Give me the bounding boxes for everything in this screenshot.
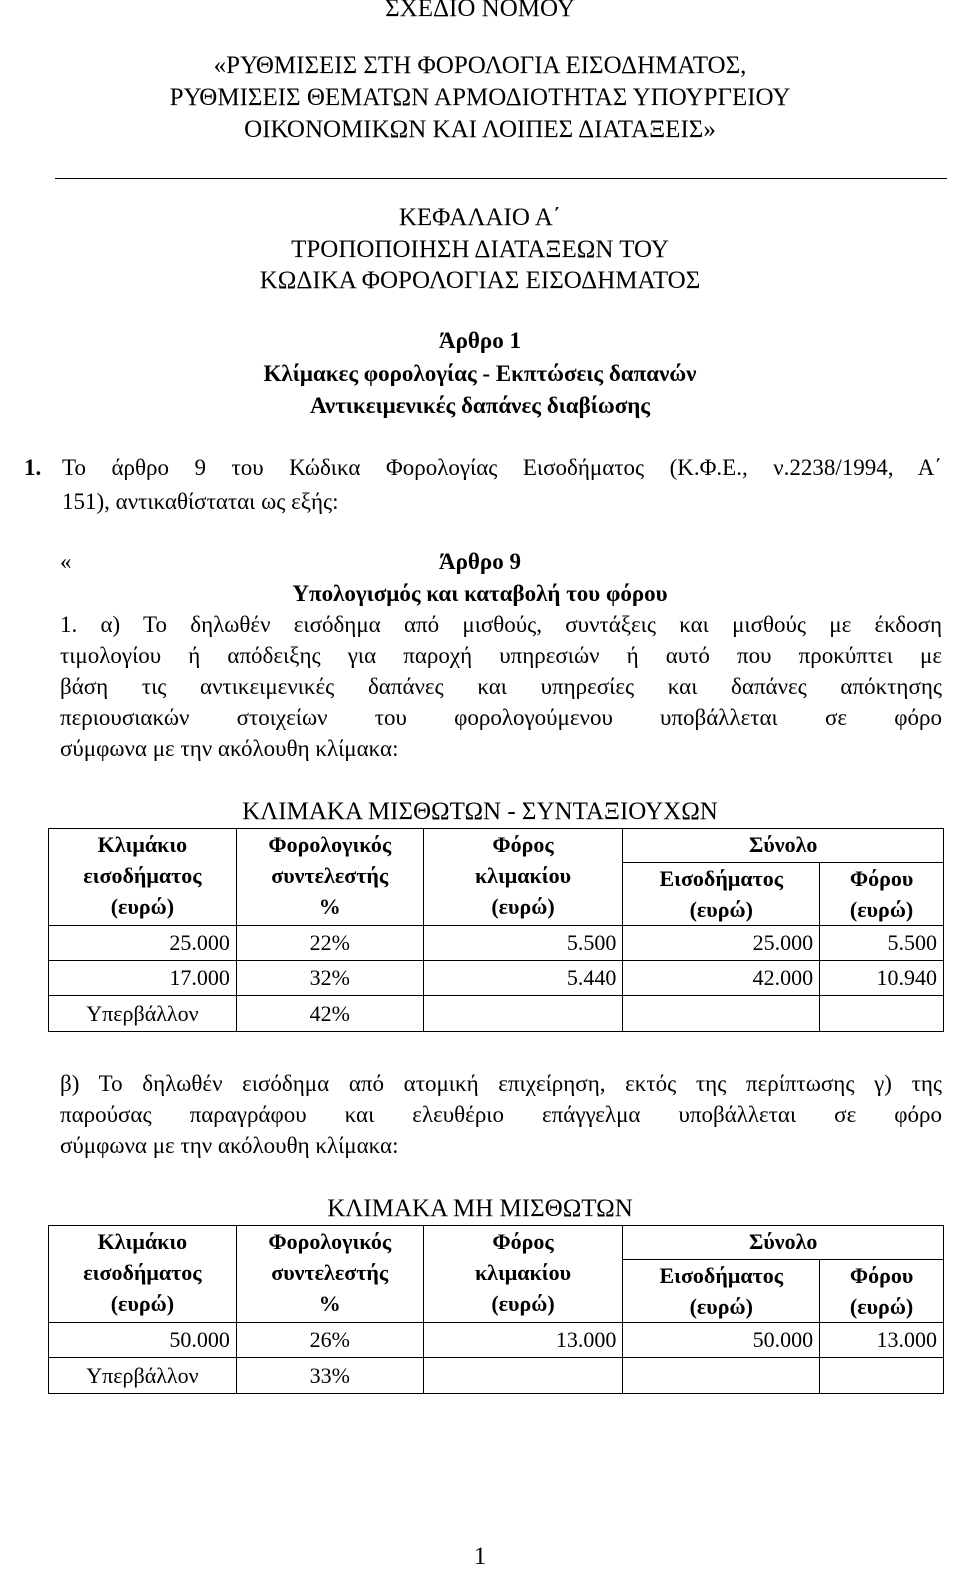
table-2-header-tax-total: Φόρου (ευρώ) (820, 1260, 944, 1323)
table-1-header-total-group: Σύνολο (623, 829, 944, 863)
table-row (49, 961, 944, 996)
cell-tax-total (820, 996, 944, 1032)
cell-tax: 5.440 (423, 961, 623, 996)
cell-tax (423, 996, 623, 1032)
table-2-title: ΚΛΙΜΑΚΑ ΜΗ ΜΙΣΘΩΤΩΝ (327, 1195, 633, 1222)
paragraph-a-line: 1. α) Το δηλωθέν εισόδημα από μισθούς, συντάξεις και μισθούς με έκδοση (60, 612, 942, 637)
para-1-line-2: 151), αντικαθίσταται ως εξής: (62, 489, 339, 514)
cell-bracket: 50.000 (49, 1323, 237, 1358)
cell-tax: 13.000 (423, 1323, 623, 1358)
article-9-title: Άρθρο 9 (439, 549, 521, 574)
table-1-header-bracket: Κλιμάκιο εισοδήματος (ευρώ) (49, 829, 237, 926)
table-1 (48, 828, 944, 1032)
table-1-title: ΚΛΙΜΑΚΑ ΜΙΣΘΩΤΩΝ - ΣΥΝΤΑΞΙΟΥΧΩΝ (242, 798, 718, 825)
table-2 (48, 1225, 944, 1394)
article-1-subtitle-1: Κλίμακες φορολογίας - Εκπτώσεις δαπανών (263, 361, 697, 386)
paragraph-b-line: παρούσας παραγράφου και ελευθέριο επάγγελμα υποβάλλεται σε φόρο (60, 1102, 942, 1127)
cell-income-total: 42.000 (623, 961, 820, 996)
title-line-2: ΡΥΘΜΙΣΕΙΣ ΘΕΜΑΤΩΝ ΑΡΜΟΔΙΟΤΗΤΑΣ ΥΠΟΥΡΓΕΙΟΥ (169, 84, 791, 111)
article-1-title: Άρθρο 1 (439, 328, 521, 353)
cell-income-total (623, 1358, 820, 1394)
chapter-line-2: ΤΡΟΠΟΠΟΙΗΣΗ ΔΙΑΤΑΞΕΩΝ ΤΟΥ (291, 236, 669, 263)
table-1-header-tax-total: Φόρου (ευρώ) (820, 863, 944, 926)
cell-rate: 32% (236, 961, 423, 996)
cell-income-total (623, 996, 820, 1032)
cell-tax-total: 5.500 (820, 926, 944, 961)
cell-tax-total: 13.000 (820, 1323, 944, 1358)
table-row (49, 926, 944, 961)
table-2-header-bracket: Κλιμάκιο εισοδήματος (ευρώ) (49, 1226, 237, 1323)
quote-open: « (60, 549, 72, 574)
cell-rate: 22% (236, 926, 423, 961)
title-line-1: «ΡΥΘΜΙΣΕΙΣ ΣΤΗ ΦΟΡΟΛΟΓΙΑ ΕΙΣΟΔΗΜΑΤΟΣ, (213, 52, 747, 79)
cell-bracket: 25.000 (49, 926, 237, 961)
cell-rate: 42% (236, 996, 423, 1032)
cell-rate: 26% (236, 1323, 423, 1358)
paragraph-b-line: σύμφωνα με την ακόλουθη κλίμακα: (60, 1133, 399, 1158)
draft-label: ΣΧΕΔΙΟ ΝΟΜΟΥ (385, 0, 575, 22)
cell-tax (423, 1358, 623, 1394)
paragraph-a-line: βάση τις αντικειμενικές δαπάνες και υπηρεσίες και δαπάνες απόκτησης (60, 674, 942, 699)
cell-rate: 33% (236, 1358, 423, 1394)
cell-tax-total: 10.940 (820, 961, 944, 996)
table-1-header-tax: Φόρος κλιμακίου (ευρώ) (423, 829, 623, 926)
chapter-line-3: ΚΩΔΙΚΑ ΦΟΡΟΛΟΓΙΑΣ ΕΙΣΟΔΗΜΑΤΟΣ (259, 267, 701, 294)
paragraph-b (60, 1068, 942, 1161)
paragraph-a-line: τιμολογίου ή απόδειξης για παροχή υπηρεσιών ή αυτό που προκύπτει με (60, 643, 942, 668)
table-row (49, 996, 944, 1032)
cell-tax-total (820, 1358, 944, 1394)
para-1-number: 1. (24, 455, 42, 480)
paragraph-a-line: σύμφωνα με την ακόλουθη κλίμακα: (60, 736, 399, 761)
page-number: 1 (473, 1543, 487, 1570)
article-1-subtitle-2: Αντικειμενικές δαπάνες διαβίωσης (310, 393, 650, 418)
chapter-line-1: ΚΕΦΑΛΑΙΟ Α΄ (398, 204, 562, 231)
table-1-header-income-total: Εισοδήματος (ευρώ) (623, 863, 820, 926)
cell-income-total: 50.000 (623, 1323, 820, 1358)
table-2-header-rate: Φορολογικός συντελεστής % (236, 1226, 423, 1323)
table-1-header-rate: Φορολογικός συντελεστής % (236, 829, 423, 926)
paragraph-a (60, 609, 942, 764)
para-1-line-1: Το άρθρο 9 του Κώδικα Φορολογίας Εισοδήματος (Κ.Φ.Ε., ν.2238/1994, Α΄ (62, 455, 942, 480)
title-divider (55, 178, 947, 179)
table-2-header-tax: Φόρος κλιμακίου (ευρώ) (423, 1226, 623, 1323)
title-line-3: ΟΙΚΟΝΟΜΙΚΩΝ ΚΑΙ ΛΟΙΠΕΣ ΔΙΑΤΑΞΕΙΣ» (244, 116, 716, 143)
cell-income-total: 25.000 (623, 926, 820, 961)
cell-bracket: Υπερβάλλον (49, 996, 237, 1032)
table-2-header-income-total: Εισοδήματος (ευρώ) (623, 1260, 820, 1323)
table-2-header-total-group: Σύνολο (623, 1226, 944, 1260)
table-row (49, 1358, 944, 1394)
paragraph-b-line: β) Το δηλωθέν εισόδημα από ατομική επιχείρηση, εκτός της περίπτωσης γ) της (60, 1071, 942, 1096)
cell-bracket: Υπερβάλλον (49, 1358, 237, 1394)
article-9-subtitle: Υπολογισμός και καταβολή του φόρου (292, 581, 668, 606)
cell-tax: 5.500 (423, 926, 623, 961)
table-row (49, 1323, 944, 1358)
cell-bracket: 17.000 (49, 961, 237, 996)
paragraph-a-line: περιουσιακών στοιχείων του φορολογούμενου υποβάλλεται σε φόρο (60, 705, 942, 730)
